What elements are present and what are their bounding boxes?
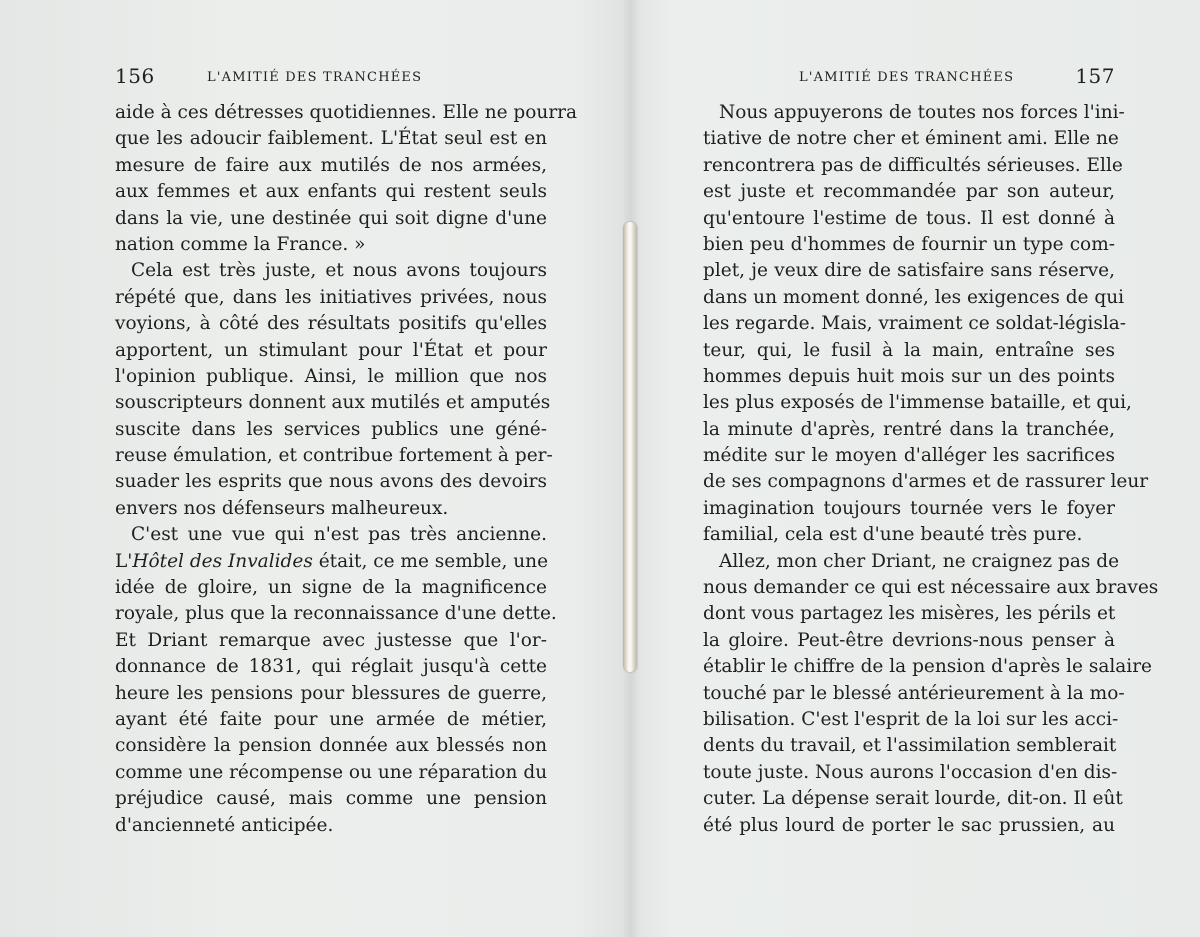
text-line: C'est une vue qui n'est pas très ancienne. xyxy=(131,524,547,546)
text-line: aux femmes et aux enfants qui restent seuls xyxy=(115,181,547,203)
italic-title: Hôtel des Invalides xyxy=(132,550,313,572)
text-line: Cela est très juste, et nous avons toujours xyxy=(131,260,547,282)
text-fragment: était, ce me semble, une xyxy=(312,550,549,572)
text-line: d'ancienneté anticipée. xyxy=(115,814,334,836)
text-line: touché par le blessé antérieurement à la mo- xyxy=(703,682,1125,704)
text-line: qu'entoure l'estime de tous. Il est donné à xyxy=(703,207,1115,229)
text-line: suader les esprits que nous avons des devoirs xyxy=(115,471,547,493)
text-line: nous demander ce qui est nécessaire aux braves xyxy=(703,577,1159,599)
text-line: suscite dans les services publics une géné- xyxy=(115,418,547,440)
text-line: dans un moment donné, les exigences de qui xyxy=(703,286,1125,308)
text-line: la gloire. Peut-être devrions-nous penser à xyxy=(703,629,1115,651)
text-line: considère la pension donnée aux blessés non xyxy=(115,735,547,757)
text-line: Nous appuyerons de toutes nos forces l'ini- xyxy=(719,102,1125,123)
text-line: l'opinion publique. Ainsi, le million que nos xyxy=(115,365,547,387)
text-line: donnance de 1831, qui réglait jusqu'à cette xyxy=(115,656,547,678)
text-line: reuse émulation, et contribue fortement à per- xyxy=(115,445,553,467)
text-line: dont vous partagez les misères, les périls et xyxy=(703,603,1116,625)
text-line: répété que, dans les initiatives privées, nous xyxy=(115,286,547,308)
text-line: nation comme la France. » xyxy=(115,233,366,255)
text-line-with-italic xyxy=(115,549,547,575)
text-line: Et Driant remarque avec justesse que l'or- xyxy=(115,629,547,651)
page-number: 156 xyxy=(115,64,155,88)
text-line: bilisation. C'est l'esprit de la loi sur les acci- xyxy=(703,708,1119,730)
text-fragment: L' xyxy=(115,550,133,572)
left-page-text xyxy=(115,100,578,839)
text-line: cuter. La dépense serait lourde, dit-on. Il eût xyxy=(703,788,1123,810)
text-line: imagination toujours tournée vers le foyer xyxy=(703,497,1115,519)
text-line: de ses compagnons d'armes et de rassurer leur xyxy=(703,471,1149,493)
text-line: été plus lourd de porter le sac prussien, au xyxy=(703,814,1115,836)
text-line: est juste et recommandée par son auteur, xyxy=(703,181,1115,203)
page-number: 157 xyxy=(1075,64,1115,88)
text-line: toute juste. Nous aurons l'occasion d'en dis- xyxy=(703,761,1118,783)
left-page-header xyxy=(115,64,547,94)
text-line: dents du travail, et l'assimilation semblerait xyxy=(703,735,1117,757)
text-line: plet, je veux dire de satisfaire sans réserve, xyxy=(703,260,1115,282)
text-line: la minute d'après, rentré dans la tranchée, xyxy=(703,418,1115,440)
right-page-header xyxy=(703,64,1115,94)
text-line: tiative de notre cher et éminent ami. Elle ne xyxy=(703,128,1119,150)
text-line: aide à ces détresses quotidiennes. Elle ne pourra xyxy=(115,102,578,123)
right-page-text xyxy=(703,100,1159,839)
text-line: idée de gloire, un signe de la magnificence xyxy=(115,577,547,599)
text-line: médite sur le moyen d'alléger les sacrifices xyxy=(703,445,1115,467)
text-line: dans la vie, une destinée qui soit digne d'une xyxy=(115,207,547,229)
text-line: royale, plus que la reconnaissance d'une dette. xyxy=(115,603,557,625)
text-line: familial, cela est d'une beauté très pure. xyxy=(703,524,1083,546)
text-line: ayant été faite pour une armée de métier, xyxy=(115,708,547,730)
running-head: L'AMITIÉ DES TRANCHÉES xyxy=(207,70,423,85)
text-line: préjudice causé, mais comme une pension xyxy=(115,788,547,810)
text-line: les regarde. Mais, vraiment ce soldat-législa- xyxy=(703,313,1127,335)
text-line: souscripteurs donnent aux mutilés et amputés xyxy=(115,392,551,414)
text-line: les plus exposés de l'immense bataille, et qui, xyxy=(703,392,1132,414)
text-line: bien peu d'hommes de fournir un type com- xyxy=(703,233,1115,255)
text-line: rencontrera pas de difficultés sérieuses. Elle xyxy=(703,154,1123,176)
text-line: mesure de faire aux mutilés de nos armées, xyxy=(115,154,547,176)
binding-thread xyxy=(624,222,636,672)
text-line: comme une récompense ou une réparation du xyxy=(115,761,548,783)
text-line: que les adoucir faiblement. L'État seul est en xyxy=(115,128,547,150)
text-line: hommes depuis huit mois sur un des points xyxy=(703,365,1115,387)
text-line: apportent, un stimulant pour l'État et pour xyxy=(115,339,547,361)
text-line: établir le chiffre de la pension d'après le salaire xyxy=(703,656,1153,678)
text-line: envers nos défenseurs malheureux. xyxy=(115,497,449,519)
text-line: heure les pensions pour blessures de guerre, xyxy=(115,682,547,704)
text-line: voyions, à côté des résultats positifs qu'elles xyxy=(115,313,547,335)
text-line: teur, qui, le fusil à la main, entraîne ses xyxy=(703,339,1115,361)
running-head: L'AMITIÉ DES TRANCHÉES xyxy=(799,70,1015,85)
text-line: Allez, mon cher Driant, ne craignez pas de xyxy=(719,550,1120,572)
